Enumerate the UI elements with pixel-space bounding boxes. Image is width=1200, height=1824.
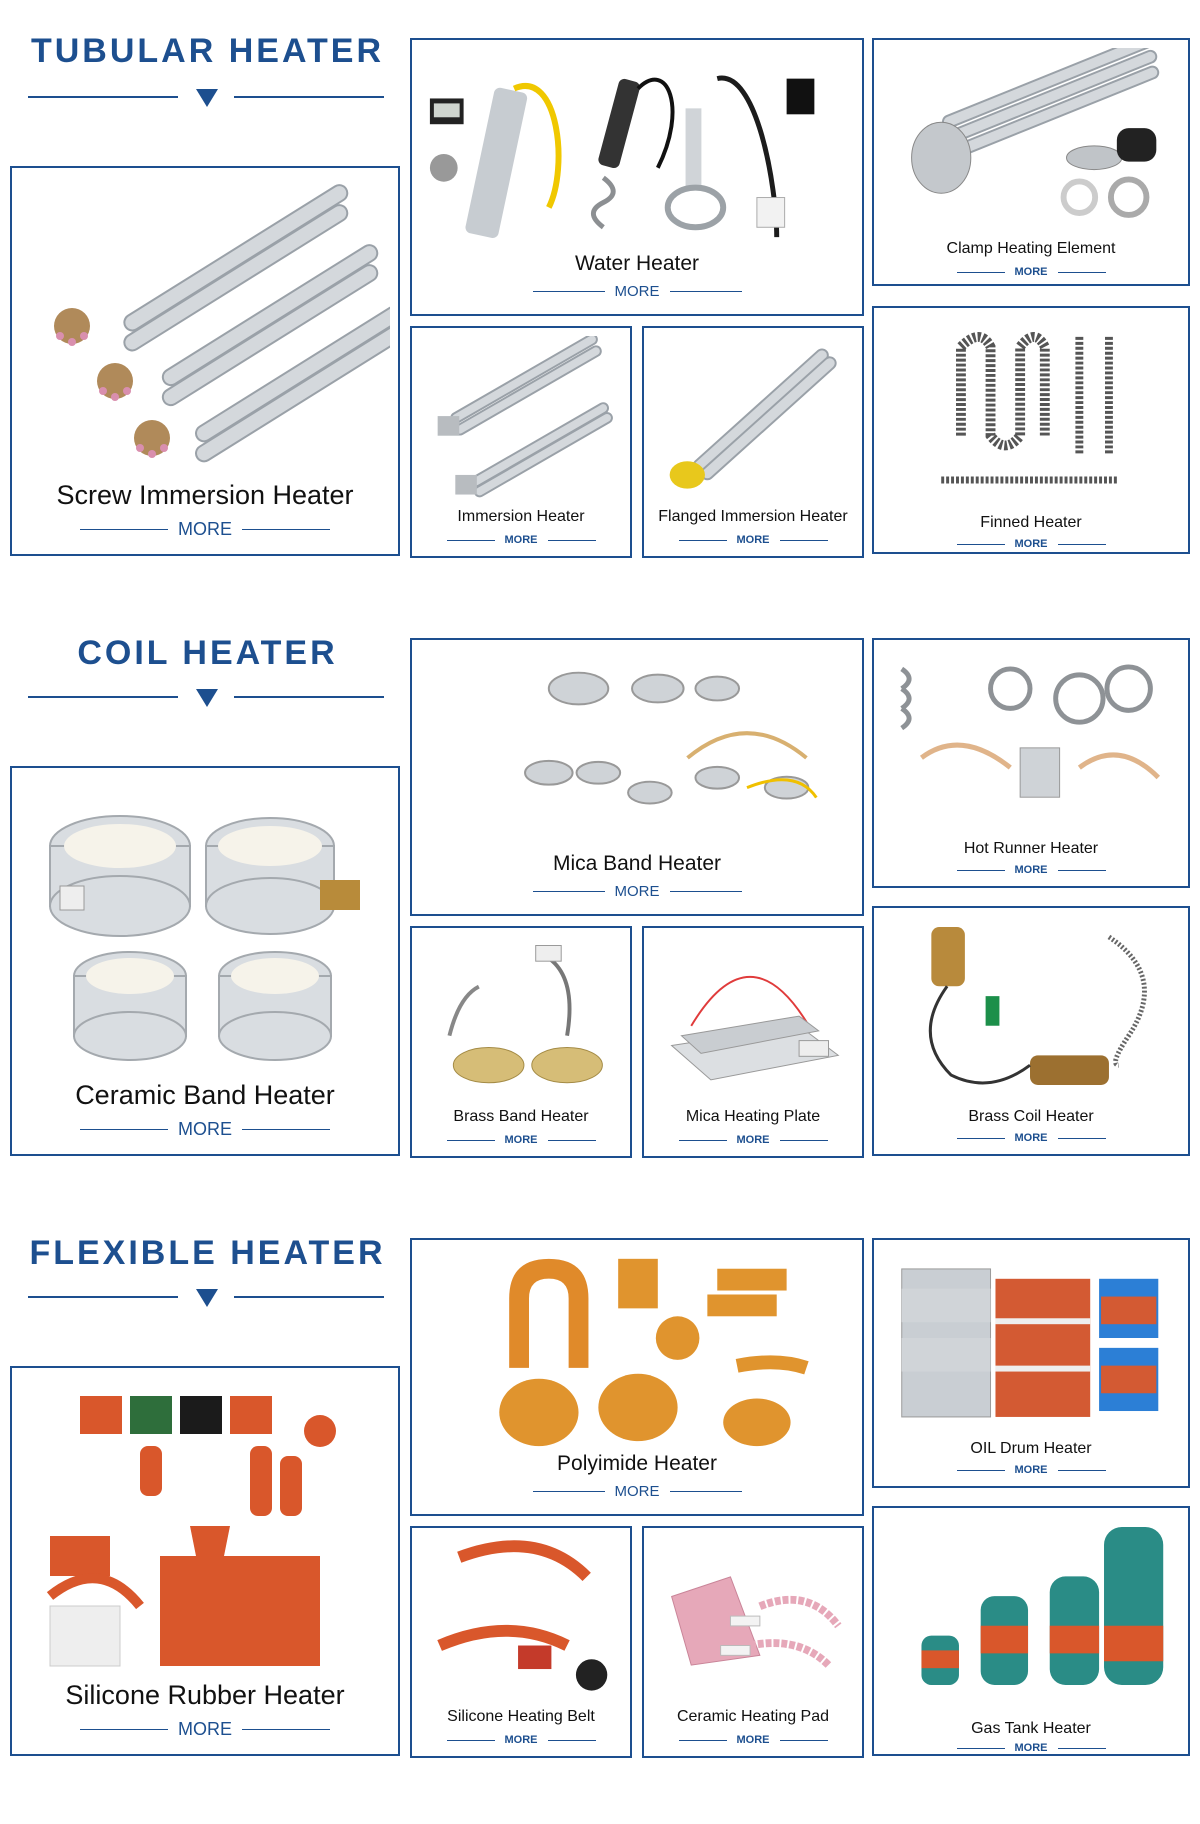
product-card-flanged-immersion-heater[interactable] — [642, 326, 864, 558]
brass-band-heater-image — [420, 936, 622, 1106]
silicone-belt-image — [420, 1536, 622, 1706]
card-title: Finned Heater — [980, 514, 1082, 531]
divider — [28, 1296, 178, 1298]
more-link[interactable]: MORE — [874, 1464, 1188, 1476]
flanged-heater-image — [652, 336, 854, 506]
product-card-ceramic-heating-pad[interactable] — [642, 1526, 864, 1758]
card-title: Immersion Heater — [457, 508, 585, 525]
finned-heater-image — [882, 316, 1180, 496]
product-card-finned-heater[interactable] — [872, 306, 1190, 554]
brass-coil-heater-image — [882, 916, 1180, 1096]
product-card-mica-band-heater[interactable] — [410, 638, 864, 916]
product-card-oil-drum-heater[interactable] — [872, 1238, 1190, 1488]
more-link[interactable]: MORE — [644, 1734, 862, 1746]
polyimide-heater-image — [420, 1248, 854, 1448]
section-header-tubular — [0, 32, 415, 71]
product-card-silicone-heating-belt[interactable] — [410, 1526, 632, 1758]
ceramic-pad-image — [652, 1536, 854, 1706]
product-card-ceramic-band-heater[interactable] — [10, 766, 400, 1156]
tubular-heater-icon — [20, 176, 390, 476]
immersion-heater-image — [420, 336, 622, 506]
more-link[interactable]: MORE — [644, 1134, 862, 1146]
chevron-down-icon — [196, 689, 218, 707]
product-card-brass-coil-heater[interactable] — [872, 906, 1190, 1156]
product-card-immersion-heater[interactable] — [410, 326, 632, 558]
more-link[interactable]: MORE — [412, 1734, 630, 1746]
more-link[interactable]: MORE — [12, 518, 398, 540]
product-card-hot-runner-heater[interactable] — [872, 638, 1190, 888]
product-card-screw-immersion-heater[interactable] — [10, 166, 400, 556]
card-title: Screw Immersion Heater — [56, 480, 354, 510]
mica-plate-image — [652, 936, 854, 1106]
divider — [234, 96, 384, 98]
section-header-coil — [0, 634, 415, 673]
card-title: OIL Drum Heater — [970, 1440, 1092, 1457]
card-title: Gas Tank Heater — [971, 1720, 1091, 1737]
more-link[interactable]: MORE — [412, 282, 862, 300]
card-title: Mica Heating Plate — [685, 1108, 821, 1125]
more-link[interactable]: MORE — [874, 1132, 1188, 1144]
oil-drum-heater-image — [882, 1248, 1180, 1428]
band-heater-icon — [20, 776, 390, 1076]
card-title: Silicone Rubber Heater — [65, 1680, 345, 1710]
card-title: Ceramic Band Heater — [75, 1080, 335, 1110]
card-title: Mica Band Heater — [552, 852, 722, 875]
divider — [234, 1296, 384, 1298]
more-link[interactable]: MORE — [874, 864, 1188, 876]
flexible-heater-icon — [20, 1376, 390, 1676]
chevron-down-icon — [196, 1289, 218, 1307]
product-card-polyimide-heater[interactable] — [410, 1238, 864, 1516]
card-title: Brass Band Heater — [453, 1108, 589, 1125]
more-link[interactable]: MORE — [874, 1742, 1188, 1754]
card-title: Silicone Heating Belt — [447, 1708, 595, 1725]
water-heater-image — [420, 48, 854, 248]
product-card-brass-band-heater[interactable] — [410, 926, 632, 1158]
more-link[interactable]: MORE — [874, 266, 1188, 278]
more-link[interactable]: MORE — [412, 882, 862, 900]
more-link[interactable]: MORE — [12, 1718, 398, 1740]
product-card-silicone-rubber-heater[interactable] — [10, 1366, 400, 1756]
divider — [28, 696, 178, 698]
more-link[interactable]: MORE — [412, 534, 630, 546]
product-card-clamp-heating-element[interactable] — [872, 38, 1190, 286]
section-title: FLEXIBLE HEATER — [29, 1234, 386, 1272]
more-link[interactable]: MORE — [412, 1134, 630, 1146]
section-title: COIL HEATER — [77, 634, 338, 672]
clamp-heater-image — [882, 48, 1180, 228]
more-link[interactable]: MORE — [412, 1482, 862, 1500]
product-card-gas-tank-heater[interactable] — [872, 1506, 1190, 1756]
gas-tank-heater-image — [882, 1516, 1180, 1696]
section-header-flexible — [0, 1234, 415, 1273]
card-title: Brass Coil Heater — [968, 1108, 1094, 1125]
divider — [28, 96, 178, 98]
hot-runner-heater-image — [882, 648, 1180, 828]
card-title: Polyimide Heater — [557, 1452, 717, 1475]
section-title: TUBULAR HEATER — [30, 32, 384, 70]
product-card-water-heater[interactable] — [410, 38, 864, 316]
more-link[interactable]: MORE — [874, 538, 1188, 550]
more-link[interactable]: MORE — [644, 534, 862, 546]
card-title: Clamp Heating Element — [946, 240, 1116, 257]
card-title: Hot Runner Heater — [963, 840, 1099, 857]
card-title: Ceramic Heating Pad — [676, 1708, 830, 1725]
card-title: Water Heater — [574, 252, 700, 275]
more-link[interactable]: MORE — [12, 1118, 398, 1140]
chevron-down-icon — [196, 89, 218, 107]
product-card-mica-heating-plate[interactable] — [642, 926, 864, 1158]
mica-band-heater-image — [420, 648, 854, 848]
divider — [234, 696, 384, 698]
card-title: Flanged Immersion Heater — [658, 508, 848, 525]
